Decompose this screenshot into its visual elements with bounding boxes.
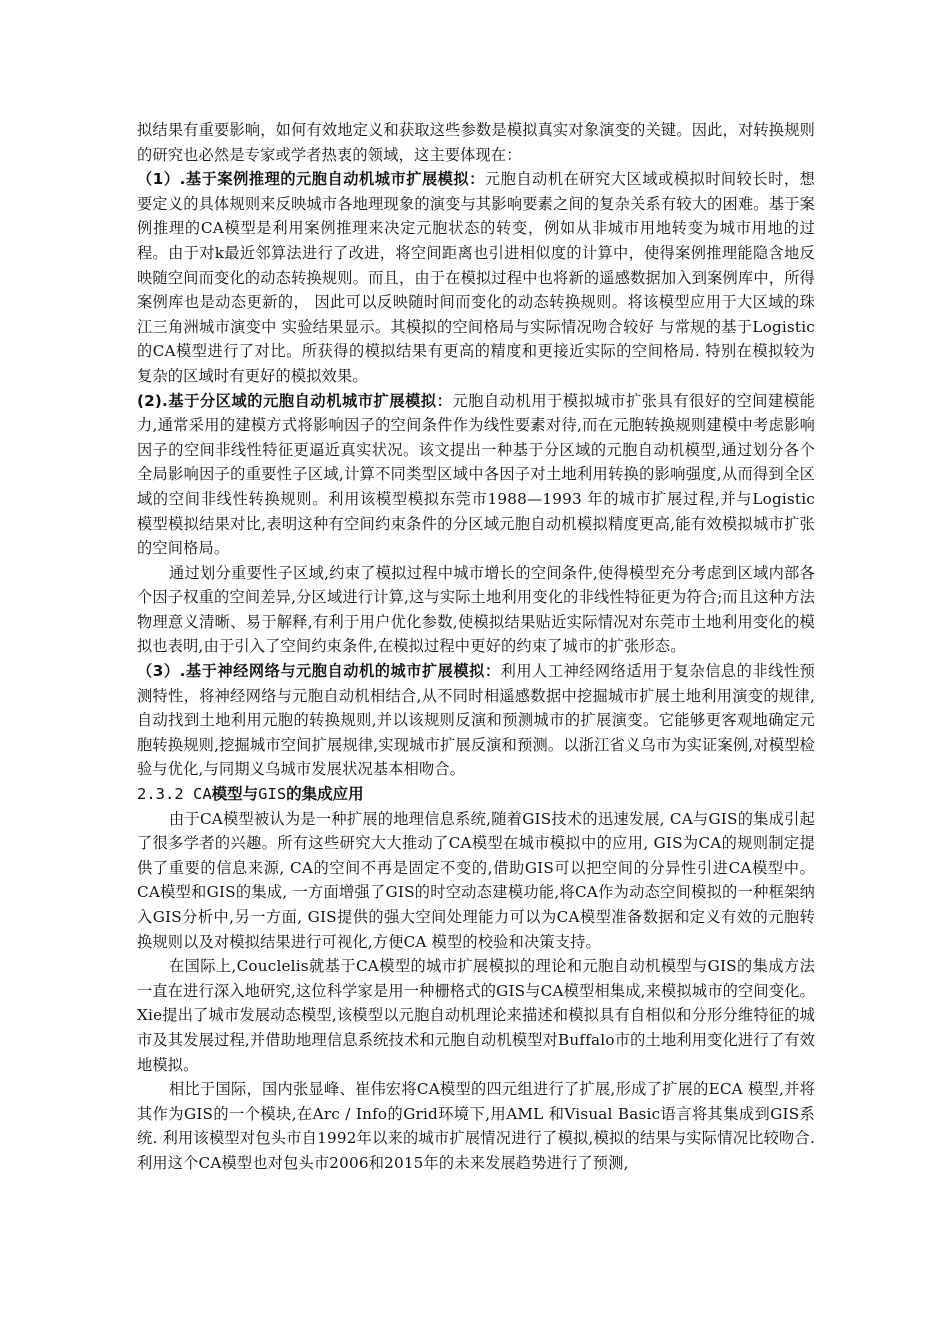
paragraph-ca-gis: 由于CA模型被认为是一种扩展的地理信息系统,随着GIS技术的迅速发展, CA与GIS的集成引起了很多学者的兴趣。所有这些研究大大推动了CA模型在城市模拟中的应用, GIS为CA的规则制定提供了重要的信息来源, CA的空间不再是固定不变的,借助GIS可以把空间的分异性引进CA模型中。 CA模型和GIS的集成, 一方面增强了GIS的时空动态建模功能,将CA作为动态空间模拟的一种框架纳入GIS分析中,另一方面, GIS提供的强大空间处理能力可以为CA模型准备数据和定义有效的元胞转换规则以及对模拟结果进行可视化,方便CA 模型的校验和决策支持。 — [137, 809, 815, 951]
section-number: 2.3.2 CA — [137, 785, 212, 804]
paragraph-neural — [137, 659, 815, 782]
paragraph-zoned — [137, 389, 815, 561]
paragraph-zoned-detail: 通过划分重要性子区域,约束了模拟过程中城市增长的空间条件,使得模型充分考虑到区域内部各个因子权重的空间差异,分区域进行计算,这与实际土地利用变化的非线性特征更为符合;而且这种方法物理意义清晰、易于解释,有利于用户优化参数,使模拟结果贴近实际情况对东莞市土地利用变化的模拟也表明,由于引入了空间约束条件,在模拟过程中更好的约束了城市的扩张形态。 — [137, 563, 815, 656]
section-title-part1: 模型与 — [211, 785, 259, 804]
section-heading-2-3-2 — [137, 782, 815, 807]
paragraph-international: 在国际上,Couclelis就基于CA模型的城市扩展模拟的理论和元胞自动机模型与GIS的集成方法一直在进行深入地研究,这位科学家是用一种栅格式的GIS与CA模型相集成,来模拟城市的空间变化。Xie提出了城市发展动态模型,该模型以元胞自动机理论来描述和模拟具有自相似和分形分维特征的城市及其发展过程,并借助地理信息系统技术和元胞自动机模型对Buffalo市的土地利用变化进行了有效地模拟。 — [137, 957, 815, 1074]
item-heading-2: (2).基于分区域的元胞自动机城市扩展模拟： — [137, 391, 453, 410]
item-heading-3: （3）.基于神经网络与元胞自动机的城市扩展模拟： — [137, 662, 501, 681]
item-body-1: 元胞自动机在研究大区域或模拟时间较长时，想要定义的具体规则来反映城市各地理现象的演变与其影响要素之间的复杂关系有较大的困难。基于案例推理的CA模型是利用案例推理来决定元胞状态的转变，例如从非城市用地转变为城市用地的过程。由于对k最近邻算法进行了改进，将空间距离也引进相似度的计算中，使得案例推理能隐含地反映随空间而变化的动态转换规则。而且，由于在模拟过程中也将新的遥感数据加入到案例库中，所得案例库也是动态更新的， 因此可以反映随时间而变化的动态转换规则。将该模型应用于大区域的珠江三角洲城市演变中 实验结果显示。其模拟的空间格局与实际情况吻合较好 与常规的基于Logistic的CA模型进行了对比。所获得的模拟结果有更高的精度和更接近实际的空间格局. 特别在模拟较为复杂的区域时有更好的模拟效果。 — [137, 170, 815, 385]
document-page — [137, 118, 815, 1176]
paragraph-domestic: 相比于国际，国内张显峰、崔伟宏将CA模型的四元组进行了扩展,形成了扩展的ECA 模型,并将其作为GIS的一个模块,在Arc / Info的Grid环境下,用AML 和Visual Basic语言将其集成到GIS系统. 利用该模型对包头市自1992年以来的城市扩展情况进行了模拟,模拟的结果与实际情况比较吻合. 利用这个CA模型也对包头市2006和2015年的未来发展趋势进行了预测, — [137, 1080, 815, 1172]
section-title-gis: GIS — [258, 785, 287, 804]
paragraph-intro: 拟结果有重要影响，如何有效地定义和获取这些参数是模拟真实对象演变的关键。因此，对转换规则的研究也必然是专家或学者热衷的领域，这主要体现在： — [137, 121, 815, 164]
paragraph-case-based — [137, 167, 815, 388]
item-body-3: 利用人工神经网络适用于复杂信息的非线性预测特性，将神经网络与元胞自动机相结合,从不同时相遥感数据中挖掘城市扩展土地利用演变的规律,自动找到土地利用元胞的转换规则,并以该规则反演和预测城市的扩展演变。它能够更客观地确定元胞转换规则,挖掘城市空间扩展规律,实现城市扩展反演和预测。以浙江省义乌市为实证案例,对模型检验与优化,与同期义乌城市发展状况基本相吻合。 — [137, 662, 815, 779]
item-body-2: 元胞自动机用于模拟城市扩张具有很好的空间建模能力,通常采用的建模方式将影响因子的空间条件作为线性要素对待,而在元胞转换规则建模中考虑影响因子的空间非线性特征更逼近真实状况。该文提出一种基于分区域的元胞自动机模型,通过划分各个全局影响因子的重要性子区域,计算不同类型区域中各因子对土地利用转换的影响强度,从而得到全区域的空间非线性转换规则。利用该模型模拟东莞市1988—1993 年的城市扩展过程,并与Logistic 模型模拟结果对比,表明这种有空间约束条件的分区域元胞自动机模拟精度更高,能有效模拟城市扩张的空间格局。 — [137, 391, 815, 558]
section-title-part2: 的集成应用 — [286, 785, 364, 804]
item-heading-1: （1）.基于案例推理的元胞自动机城市扩展模拟： — [137, 170, 485, 189]
